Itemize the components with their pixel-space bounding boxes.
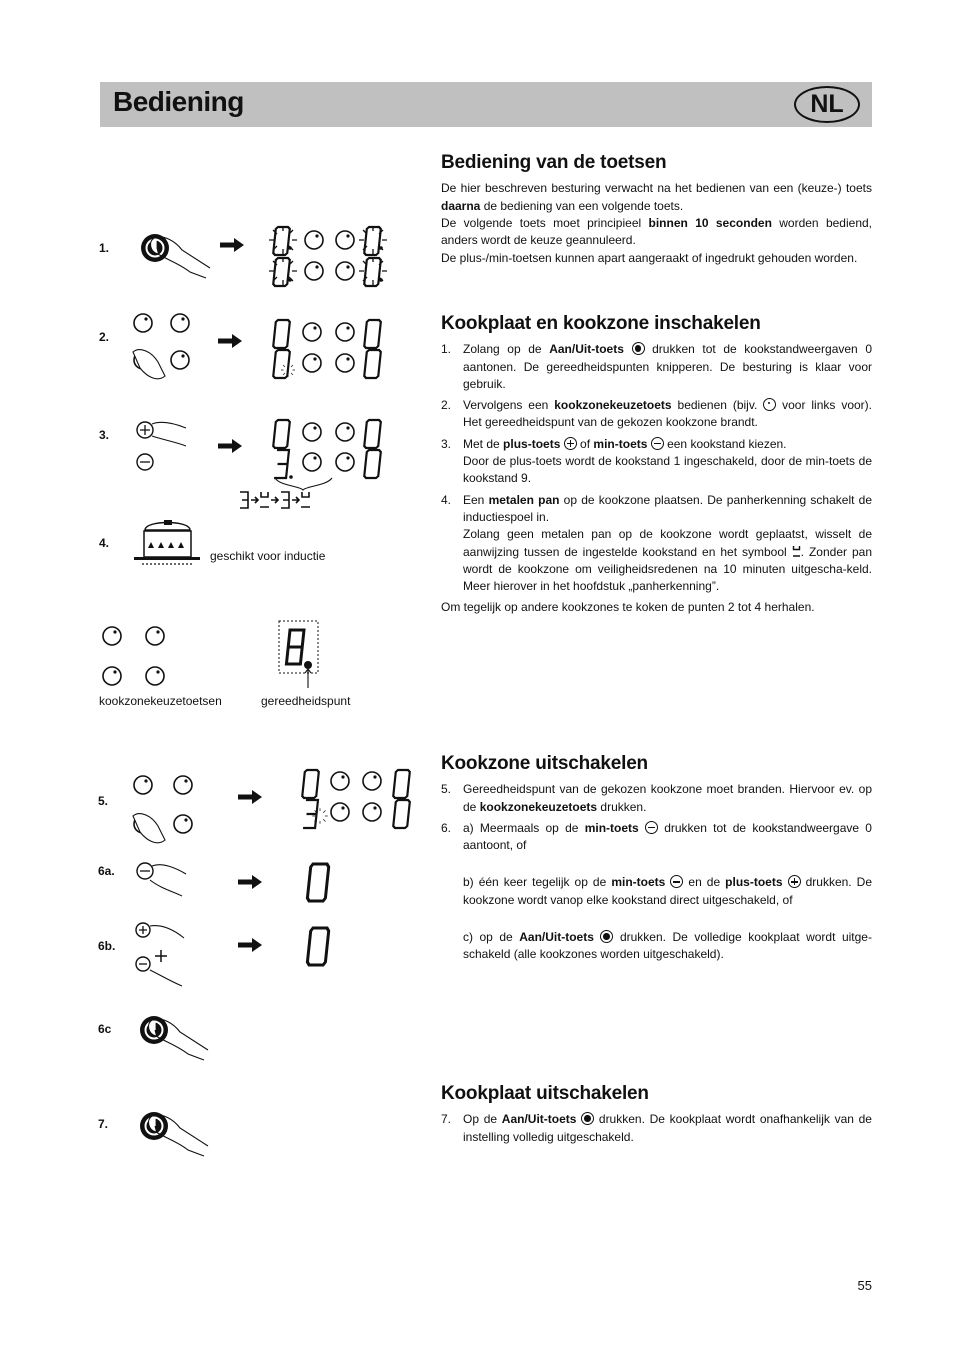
step-label: 1. bbox=[99, 241, 110, 255]
step1-illustration bbox=[141, 226, 387, 286]
induction-caption: geschikt voor inductie bbox=[210, 549, 326, 563]
ready-dot-caption: gereedheidspunt bbox=[261, 694, 351, 708]
list-item: c) op de Aan/Uit-toets drukken. De volledige kookplaat wordt uitge-schakeld (alle kookzones worden uitgeschakeld). bbox=[463, 930, 872, 962]
zone-keys-caption: kookzonekeuzetoetsen bbox=[99, 694, 222, 708]
paragraph: De volgende toets moet principieel binnen 10 seconden worden bediend, anders wordt de keuze geannuleerd. bbox=[441, 215, 872, 248]
page-number: 55 bbox=[857, 1278, 872, 1293]
step-label: 6a. bbox=[98, 864, 115, 878]
step-label: 5. bbox=[98, 794, 109, 808]
step-label: 6c bbox=[98, 1022, 112, 1036]
paragraph: Om tegelijk op andere kookzones te koken de punten 2 tot 4 herhalen. bbox=[441, 600, 815, 615]
step-label: 3. bbox=[99, 428, 110, 442]
list-item: 2. Vervolgens een kookzonekeuzetoets bedienen (bijv. voor links voor). Het gereedheidspunt van de gekozen kookzone brandt. bbox=[441, 398, 872, 430]
section-title: Kookzone uitschakelen bbox=[441, 753, 648, 774]
list-item: 3. Met de plus-toets of min-toets een kookstand kiezen. Door de plus-toets wordt de kookstand 1 ingeschakeld, door de min-toets de kookstand 9. bbox=[441, 436, 872, 486]
list-item: 5. Gereedheidspunt van de gekozen kookzone moet branden. Hiervoor ev. op de kookzonekeuzetoets drukken. bbox=[441, 782, 872, 814]
step-label: 6b. bbox=[98, 939, 116, 953]
list-item: 1. Zolang op de Aan/Uit-toets drukken tot de kookstandweergaven 0 aantonen. De gereedheidspunten knipperen. De besturing is klaar voor gebruik. bbox=[441, 342, 872, 391]
list-item: 4. Een metalen pan op de kookzone plaatsen. De panherkenning schakelt de inductiespoel in. Zolang geen metalen pan op de kookzone wordt geplaatst, wisselt de aanwijzing tussen de ingestelde kookstand en het symbool . Zonder pan wordt de kookzone om veiligheidsredenen na 10 minuten uitgescha-keld. Meer hierover in het hoofdstuk „panherkenning”. bbox=[441, 492, 872, 594]
section-title: Kookplaat uitschakelen bbox=[441, 1083, 649, 1104]
step7-illustration bbox=[140, 1112, 208, 1156]
step-label: 4. bbox=[99, 536, 110, 550]
step-label: 2. bbox=[99, 330, 110, 344]
list-item: 7. Op de Aan/Uit-toets drukken. De kookplaat wordt onafhankelijk van de instelling volledig uitgeschakeld. bbox=[441, 1112, 872, 1144]
section-title: Kookplaat en kookzone inschakelen bbox=[441, 313, 761, 334]
section-title: Bediening van de toetsen bbox=[441, 152, 667, 173]
paragraph: De hier beschreven besturing verwacht na het bedienen van een (keuze-) toets daarna de bediening van een volgende toets. bbox=[441, 181, 872, 213]
step6a-illustration bbox=[137, 863, 329, 901]
list-item: b) één keer tegelijk op de min-toets en de plus-toets drukken. De kookzone wordt vanop elke kookstand direct uitgeschakeld, of bbox=[463, 875, 872, 907]
zone-keys-illustration bbox=[103, 621, 318, 688]
page-title: Bediening bbox=[113, 86, 244, 117]
step2-illustration bbox=[133, 314, 381, 379]
step3-illustration bbox=[137, 420, 381, 508]
step6c-illustration bbox=[140, 1016, 208, 1060]
step5-illustration bbox=[133, 770, 410, 843]
step6b-illustration bbox=[136, 923, 329, 986]
language-badge: NL bbox=[794, 86, 860, 123]
paragraph: De plus-/min-toetsen kunnen apart aangeraakt of ingedrukt gehouden worden. bbox=[441, 251, 858, 266]
induction-pot-illustration bbox=[134, 520, 200, 564]
list-item: 6. a) Meermaals op de min-toets drukken tot de kookstandweergave 0 aantoont, of bbox=[441, 820, 872, 853]
step-label: 7. bbox=[98, 1117, 109, 1131]
